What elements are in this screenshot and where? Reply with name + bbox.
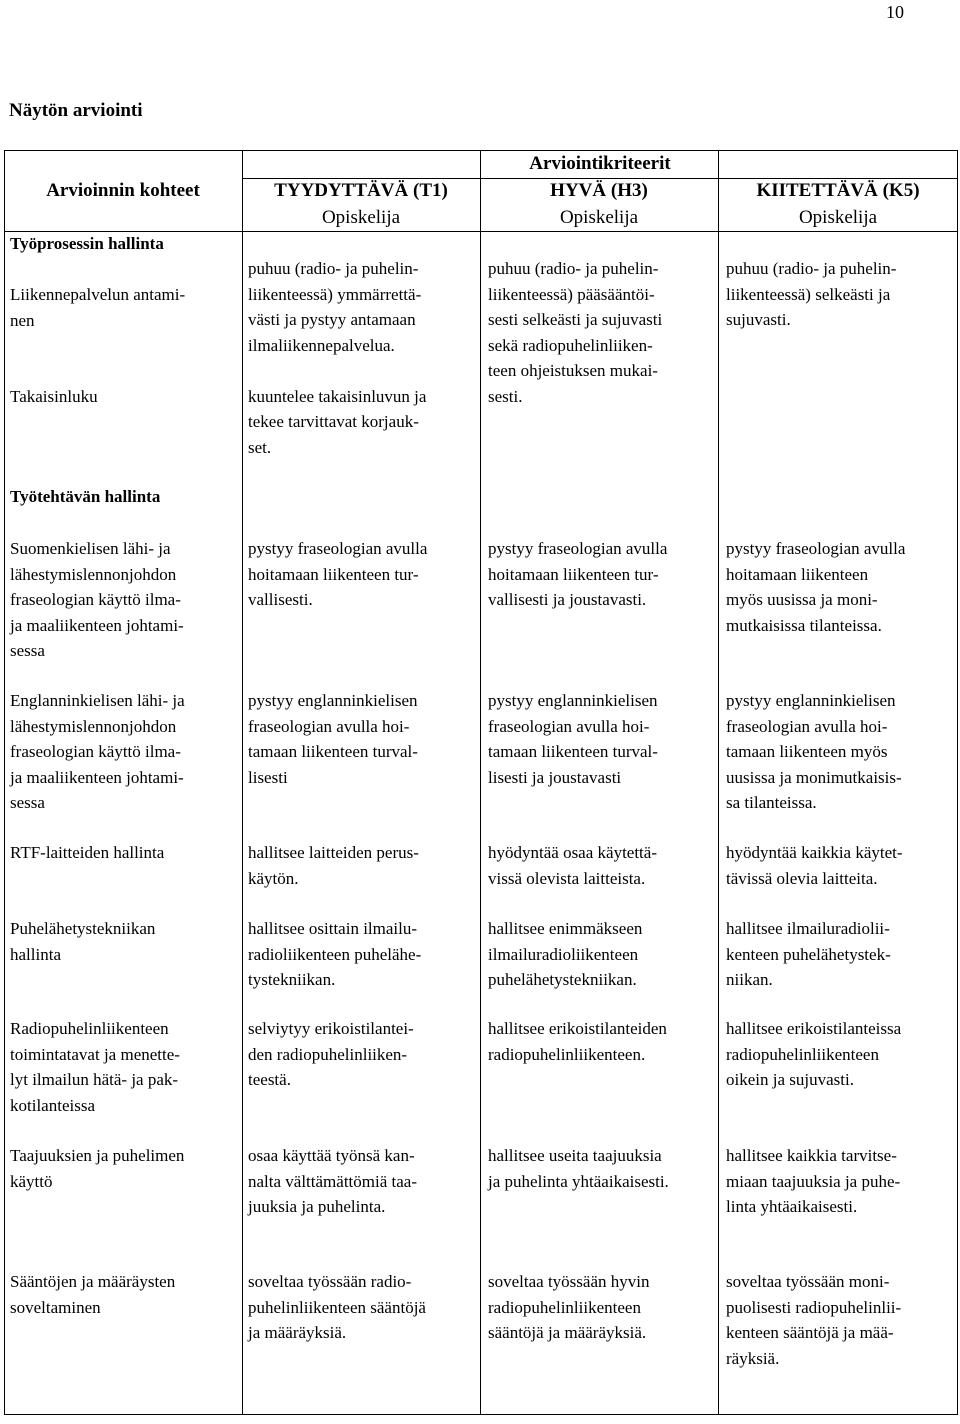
row-target: Taajuuksien ja puhelimen käyttö <box>10 1146 185 1191</box>
section-heading: Työtehtävän hallinta <box>10 487 161 506</box>
row-t1: selviytyy erikoistilantei- den radiopuhelinliiken- teestä. <box>248 1019 414 1089</box>
row-target: Liikennepalvelun antami- nen Takaisinluku <box>10 285 186 406</box>
target-header: Arvioinnin kohteet <box>46 180 200 201</box>
row-k5: hyödyntää kaikkia käytet- tävissä olevia laitteita. <box>726 843 903 888</box>
row-k5: pystyy fraseologian avulla hoitamaan liikenteen myös uusissa ja moni- mutkaisissa tilanteissa. <box>726 539 906 635</box>
row-target: Radiopuhelinliikenteen toimintatavat ja menette- lyt ilmailun hätä- ja pak- kotilanteissa <box>10 1019 180 1115</box>
section-heading: Työprosessin hallinta <box>10 234 164 253</box>
level-header-h3: HYVÄ (H3) <box>550 180 648 201</box>
row-k5: pystyy englanninkielisen fraseologian avulla hoi- tamaan liikenteen myös uusissa ja monimutkaisis- sa tilanteissa. <box>726 691 902 812</box>
criteria-header: Arviointikriteerit <box>529 153 671 174</box>
row-h3: hallitsee erikoistilanteiden radiopuhelinliikenteen. <box>488 1019 667 1064</box>
row-k5: hallitsee kaikkia tarvitse- miaan taajuuksia ja puhe- linta yhtäaikaisesti. <box>726 1146 901 1216</box>
row-t1: puhuu (radio- ja puhelin- liikenteessä) ymmärrettä- västi ja pystyy antamaan ilmaliikennepalvelua. kuuntelee takaisinluvun ja tekee tarvittavat korjauk- set. <box>248 259 427 457</box>
row-k5: puhuu (radio- ja puhelin- liikenteessä) selkeästi ja sujuvasti. <box>726 259 897 329</box>
row-h3: hallitsee useita taajuuksia ja puhelinta yhtäaikaisesti. <box>488 1146 669 1191</box>
page-number: 10 <box>886 2 904 22</box>
row-target: Sääntöjen ja määräysten soveltaminen <box>10 1272 176 1317</box>
row-t1: osaa käyttää työnsä kan- nalta välttämättömiä taa- juuksia ja puhelinta. <box>248 1146 417 1216</box>
row-t1: hallitsee laitteiden perus- käytön. <box>248 843 419 888</box>
row-h3: soveltaa työssään hyvin radiopuhelinliikenteen sääntöjä ja määräyksiä. <box>488 1272 650 1342</box>
row-t1: pystyy englanninkielisen fraseologian avulla hoi- tamaan liikenteen turval- lisesti <box>248 691 418 787</box>
row-target: Suomenkielisen lähi- ja lähestymislennonjohdon fraseologian käyttö ilma- ja maaliikenteen johtami- sessa <box>10 539 184 660</box>
row-k5: soveltaa työssään moni- puolisesti radiopuhelinlii- kenteen sääntöjä ja mää- räyksiä. <box>726 1272 902 1368</box>
level-subject-t1: Opiskelija <box>321 207 401 228</box>
row-h3: pystyy fraseologian avulla hoitamaan liikenteen tur- vallisesti ja joustavasti. <box>488 539 668 609</box>
page-title: Näytön arviointi <box>9 100 143 121</box>
row-t1: hallitsee osittain ilmailu- radioliikenteen puhelähe- tystekniikan. <box>248 919 422 989</box>
row-target: Englanninkielisen lähi- ja lähestymislennonjohdon fraseologian käyttö ilma- ja maaliikenteen johtami- sessa <box>10 691 185 812</box>
level-header-k5: KIITETTÄVÄ (K5) <box>756 180 920 201</box>
row-k5: hallitsee ilmailuradiolii- kenteen puhelähetystek- niikan. <box>726 919 891 989</box>
level-subject-k5: Opiskelija <box>798 207 878 228</box>
column-divider <box>242 150 243 1415</box>
row-k5: hallitsee erikoistilanteissa radiopuhelinliikenteen oikein ja sujuvasti. <box>726 1019 902 1089</box>
level-subject-h3: Opiskelija <box>559 207 639 228</box>
row-t1: pystyy fraseologian avulla hoitamaan liikenteen tur- vallisesti. <box>248 539 428 609</box>
row-h3: pystyy englanninkielisen fraseologian avulla hoi- tamaan liikenteen turval- lisesti ja joustavasti <box>488 691 658 787</box>
row-t1: soveltaa työssään radio- puhelinliikenteen sääntöjä ja määräyksiä. <box>248 1272 426 1342</box>
row-target: RTF-laitteiden hallinta <box>10 843 165 862</box>
column-divider <box>480 150 481 1415</box>
row-h3: puhuu (radio- ja puhelin- liikenteessä) pääsääntöi- sesti selkeästi ja sujuvasti sekä radiopuhelinliiken- teen ohjeistuksen mukai- sesti. <box>488 259 663 406</box>
row-h3: hyödyntää osaa käytettä- vissä olevista laitteista. <box>488 843 657 888</box>
level-header-t1: TYYDYTTÄVÄ (T1) <box>274 180 448 201</box>
row-h3: hallitsee enimmäkseen ilmailuradioliikenteen puhelähetystekniikan. <box>488 919 643 989</box>
row-target: Puhelähetystekniikan hallinta <box>10 919 156 964</box>
column-divider <box>718 150 719 1415</box>
